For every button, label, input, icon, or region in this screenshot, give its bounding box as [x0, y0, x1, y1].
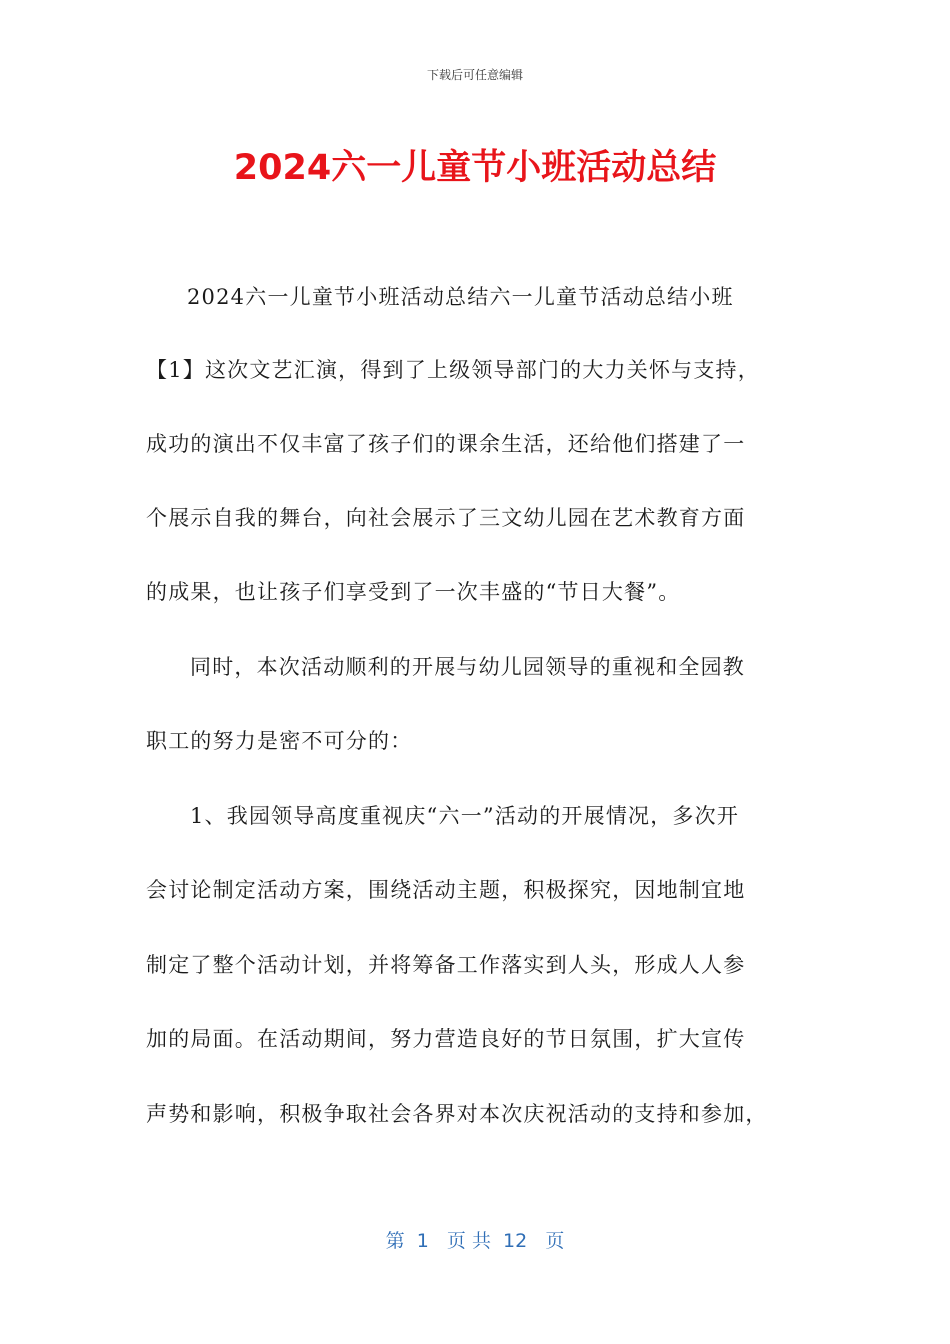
page-footer: 第 1 页 共 12 页 [385, 1230, 565, 1252]
body-line: 的成果，也让孩子们享受到了一次丰盛的“节日大餐”。 [146, 580, 681, 604]
body-line: 1、我园领导高度重视庆“六一”活动的开展情况，多次开 [190, 804, 740, 828]
body-line: 同时，本次活动顺利的开展与幼儿园领导的重视和全园教 [190, 655, 745, 679]
body-line: 声势和影响，积极争取社会各界对本次庆祝活动的支持和参加， [146, 1102, 768, 1126]
body-line: 制定了整个活动计划，并将筹备工作落实到人头，形成人人参 [146, 953, 746, 977]
body-line: 成功的演出不仅丰富了孩子们的课余生活，还给他们搭建了一 [146, 432, 746, 456]
body-line: 职工的努力是密不可分的： [146, 729, 413, 753]
body-line: 加的局面。在活动期间，努力营造良好的节日氛围，扩大宣传 [146, 1027, 746, 1051]
body-line: 个展示自我的舞台，向社会展示了三文幼儿园在艺术教育方面 [146, 506, 746, 530]
document-title: 2024六一儿童节小班活动总结 [233, 148, 717, 188]
body-line: 【1】这次文艺汇演，得到了上级领导部门的大力关怀与支持， [146, 358, 760, 382]
body-line: 2024六一儿童节小班活动总结六一儿童节活动总结小班 [187, 285, 734, 309]
header-note: 下载后可任意编辑 [426, 68, 523, 82]
body-line: 会讨论制定活动方案，围绕活动主题，积极探究，因地制宜地 [146, 878, 746, 902]
